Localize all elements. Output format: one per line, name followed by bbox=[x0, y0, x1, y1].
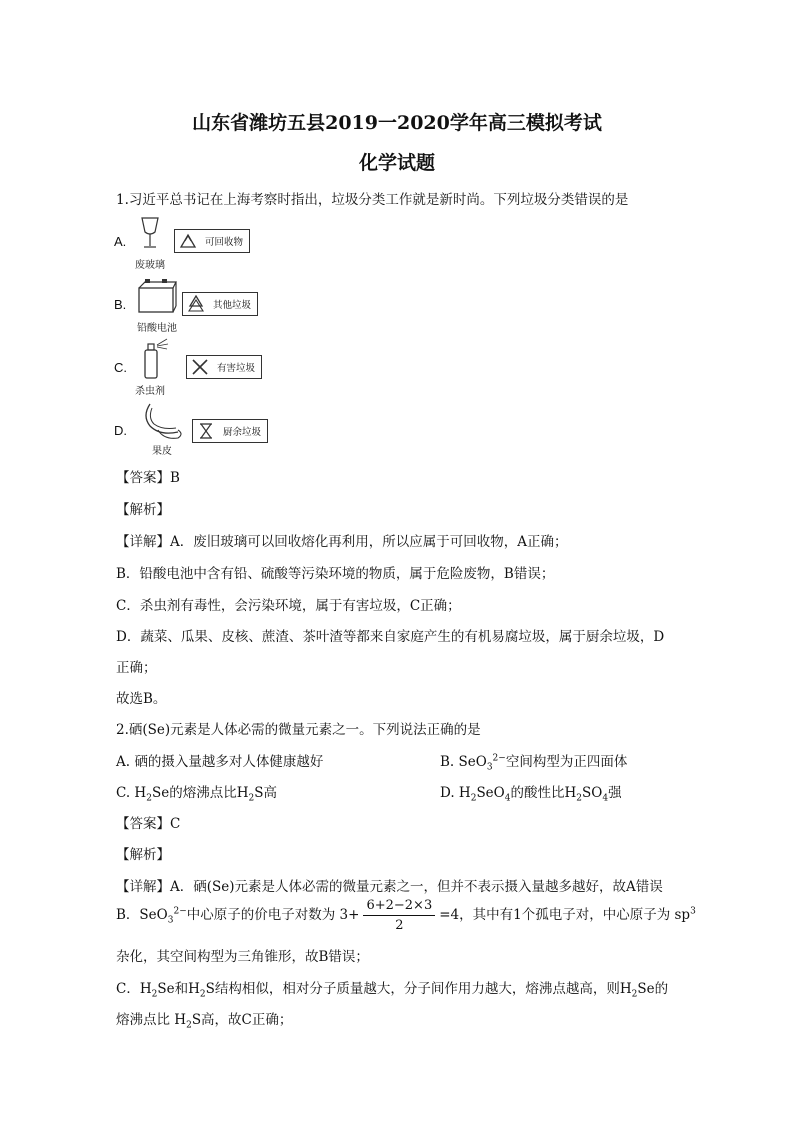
hourglass-icon bbox=[193, 420, 219, 442]
q1-option-b-item: 铅酸电池 bbox=[137, 323, 177, 334]
q2-detail-b-cont: 杂化，其空间构型为三角锥形，故B错误； bbox=[116, 949, 369, 965]
q2-option-c: C. $H_2Se$的熔沸点比$H_2S$高 bbox=[116, 785, 277, 804]
recycle-icon bbox=[175, 230, 201, 252]
page-title: 山东省潍坊五县2019一2020学年高三模拟考试 bbox=[192, 112, 602, 134]
q2-detail-b: B．SeO$_3^{2-}$中心原子的价电子对数为 3+ $\frac{6+2-2\times 3}{2}$ =4，其中有1个孤电子对，中心原子为 $sp^3$ bbox=[116, 898, 696, 933]
q2-option-d: D. $H_2SeO_4$的酸性比$H_2SO_4$强 bbox=[440, 785, 622, 804]
q2-detail-c: C．$H_2Se$和$H_2S$结构相似，相对分子质量越大，分子间作用力越大，熔沸点越高，则$H_2Se$的 bbox=[116, 981, 669, 1000]
q2-option-b: B. SeO$_3^{2-}$空间构型为正四面体 bbox=[440, 753, 628, 773]
wine-glass-icon bbox=[137, 216, 163, 252]
recyclable-sign: 可回收物 bbox=[174, 229, 250, 253]
page-subtitle: 化学试题 bbox=[358, 152, 435, 174]
battery-icon bbox=[136, 278, 178, 316]
other-waste-sign: 其他垃圾 bbox=[182, 292, 258, 316]
tree-icon bbox=[183, 293, 209, 315]
q2-detail-a: 【详解】A．硒(Se)元素是人体必需的微量元素之一，但并不表示摄入量越多越好，故A错误 bbox=[116, 879, 663, 895]
q2-stem: 2.硒(Se)元素是人体必需的微量元素之一。下列说法正确的是 bbox=[116, 722, 481, 738]
q2-detail-c-cont: 熔沸点比 $H_2S$高，故C正确； bbox=[116, 1012, 293, 1031]
q2-answer: 【答案】C bbox=[116, 816, 181, 832]
q1-option-d-item: 果皮 bbox=[152, 446, 172, 457]
q1-option-c-letter: C. bbox=[114, 360, 127, 375]
q1-option-b-letter: B. bbox=[114, 297, 127, 312]
q1-detail-line: C．杀虫剂有毒性，会污染环境，属于有害垃圾，C正确； bbox=[116, 598, 461, 614]
banana-peel-icon bbox=[138, 402, 186, 442]
q1-analysis: 【解析】 bbox=[116, 502, 170, 518]
q1-detail-line: 【详解】A．废旧玻璃可以回收熔化再利用，所以应属于可回收物，A正确； bbox=[116, 534, 568, 550]
q1-detail-line: D．蔬菜、瓜果、皮核、蔗渣、茶叶渣等都来自家庭产生的有机易腐垃圾，属于厨余垃圾，D bbox=[116, 629, 665, 645]
q1-detail-line: 正确； bbox=[116, 660, 157, 676]
fraction: $\frac{6+2-2\times 3}{2}$ bbox=[363, 898, 435, 933]
q1-stem: 1.习近平总书记在上海考察时指出，垃圾分类工作就是新时尚。下列垃圾分类错误的是 bbox=[116, 192, 629, 208]
spray-can-icon bbox=[140, 336, 170, 380]
q1-detail-line: 故选B。 bbox=[116, 691, 167, 707]
q2-analysis: 【解析】 bbox=[116, 847, 170, 863]
q1-answer: 【答案】B bbox=[116, 470, 180, 486]
hazardous-waste-sign: 有害垃圾 bbox=[186, 355, 262, 379]
q1-option-c-item: 杀虫剂 bbox=[135, 386, 165, 397]
q1-option-d-letter: D. bbox=[114, 423, 127, 438]
hazard-cross-icon bbox=[187, 356, 213, 378]
q1-detail-line: B．铅酸电池中含有铅、硫酸等污染环境的物质，属于危险废物，B错误； bbox=[116, 566, 555, 582]
q2-option-a: A. 硒的摄入量越多对人体健康越好 bbox=[116, 754, 324, 770]
q1-option-a-item: 废玻璃 bbox=[135, 260, 165, 271]
kitchen-waste-sign: 厨余垃圾 bbox=[192, 419, 268, 443]
q1-option-a-letter: A. bbox=[114, 234, 127, 249]
